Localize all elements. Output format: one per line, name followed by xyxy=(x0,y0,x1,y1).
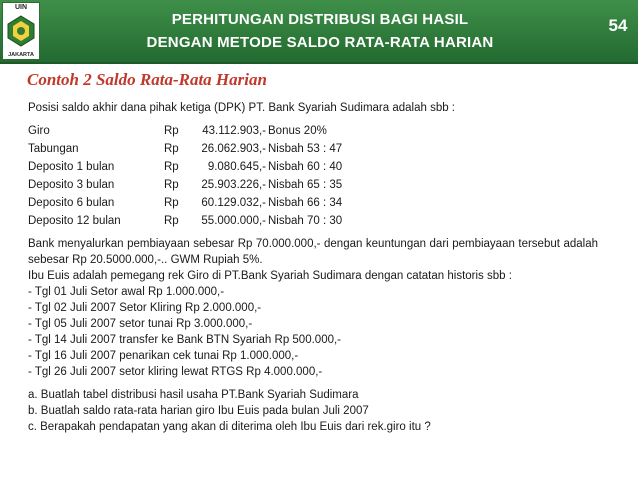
page-number: 54 xyxy=(608,16,628,35)
dpk-amount: 55.000.000,- xyxy=(201,215,266,227)
dpk-currency: Rp xyxy=(164,125,179,137)
header-bar xyxy=(0,0,638,64)
dpk-row xyxy=(28,176,598,194)
dpk-currency: Rp xyxy=(164,197,179,209)
dpk-name: Giro xyxy=(28,125,50,137)
dpk-note: Nisbah 70 : 30 xyxy=(268,215,343,227)
question-item: b. Buatlah saldo rata-rata harian giro Ibu Euis pada bulan Juli 2007 xyxy=(28,405,369,417)
history-item: - Tgl 14 Juli 2007 transfer ke Bank BTN Syariah Rp 500.000,- xyxy=(28,334,342,346)
dpk-name: Deposito 12 bulan xyxy=(28,215,121,227)
title-line-1: PERHITUNGAN DISTRIBUSI BAGI HASIL xyxy=(171,11,469,28)
question-list xyxy=(28,387,598,435)
dpk-note: Nisbah 60 : 40 xyxy=(268,161,343,173)
logo-bottom-text: JAKARTA xyxy=(8,52,34,58)
dpk-currency: Rp xyxy=(164,215,179,227)
dpk-name: Tabungan xyxy=(28,143,79,155)
dpk-amount: 25.903.226,- xyxy=(201,179,266,191)
history-item: - Tgl 01 Juli Setor awal Rp 1.000.000,- xyxy=(28,286,225,298)
intro-text: Posisi saldo akhir dana pihak ketiga (DPK) PT. Bank Syariah Sudimara adalah sbb : xyxy=(28,102,456,114)
question-item: a. Buatlah tabel distribusi hasil usaha PT.Bank Syariah Sudimara xyxy=(28,389,359,401)
history-item: - Tgl 16 Juli 2007 penarikan cek tunai Rp 1.000.000,- xyxy=(28,350,299,362)
dpk-name: Deposito 1 bulan xyxy=(28,161,115,173)
dpk-note: Nisbah 65 : 35 xyxy=(268,179,343,191)
dpk-note: Nisbah 53 : 47 xyxy=(268,143,343,155)
history-item: - Tgl 02 Juli 2007 Setor Kliring Rp 2.000.000,- xyxy=(28,302,262,314)
dpk-amount: 9.080.645,- xyxy=(207,161,266,173)
uin-jakarta-logo xyxy=(2,2,40,60)
dpk-currency: Rp xyxy=(164,179,179,191)
example-subtitle: Contoh 2 Saldo Rata-Rata Harian xyxy=(27,70,267,89)
dpk-row xyxy=(28,158,598,176)
page-title xyxy=(60,8,580,54)
customer-paragraph: Ibu Euis adalah pemegang rek Giro di PT.Bank Syariah Sudimara dengan catatan historis sbb : xyxy=(28,270,512,282)
dpk-amount: 43.112.903,- xyxy=(202,125,266,137)
dpk-name: Deposito 6 bulan xyxy=(28,197,115,209)
dpk-amount: 26.062.903,- xyxy=(201,143,266,155)
dpk-row xyxy=(28,122,598,140)
dpk-currency: Rp xyxy=(164,143,179,155)
dpk-amount: 60.129.032,- xyxy=(201,197,266,209)
dpk-row xyxy=(28,140,598,158)
dpk-currency: Rp xyxy=(164,161,179,173)
dpk-note: Nisbah 66 : 34 xyxy=(268,197,343,209)
logo-top-text: UIN xyxy=(14,4,28,11)
dpk-row xyxy=(28,194,598,212)
emblem-icon xyxy=(7,15,35,47)
slide-content xyxy=(28,100,598,435)
dpk-note: Bonus 20% xyxy=(268,125,327,137)
history-item: - Tgl 05 Juli 2007 setor tunai Rp 3.000.000,- xyxy=(28,318,253,330)
title-line-2: DENGAN METODE SALDO RATA-RATA HARIAN xyxy=(146,34,494,51)
dpk-name: Deposito 3 bulan xyxy=(28,179,115,191)
history-list xyxy=(28,284,598,380)
financing-paragraph: Bank menyalurkan pembiayaan sebesar Rp 70.000.000,- dengan keuntungan dari pembiayaan tersebut adalah sebesar Rp 20.5000.000,-.. GWM Rupiah 5%. xyxy=(28,238,598,266)
question-item: c. Berapakah pendapatan yang akan di diterima oleh Ibu Euis dari rek.giro itu ? xyxy=(28,421,431,433)
dpk-row xyxy=(28,212,598,230)
history-item: - Tgl 26 Juli 2007 setor kliring lewat RTGS Rp 4.000.000,- xyxy=(28,366,323,378)
dpk-list xyxy=(28,122,598,230)
